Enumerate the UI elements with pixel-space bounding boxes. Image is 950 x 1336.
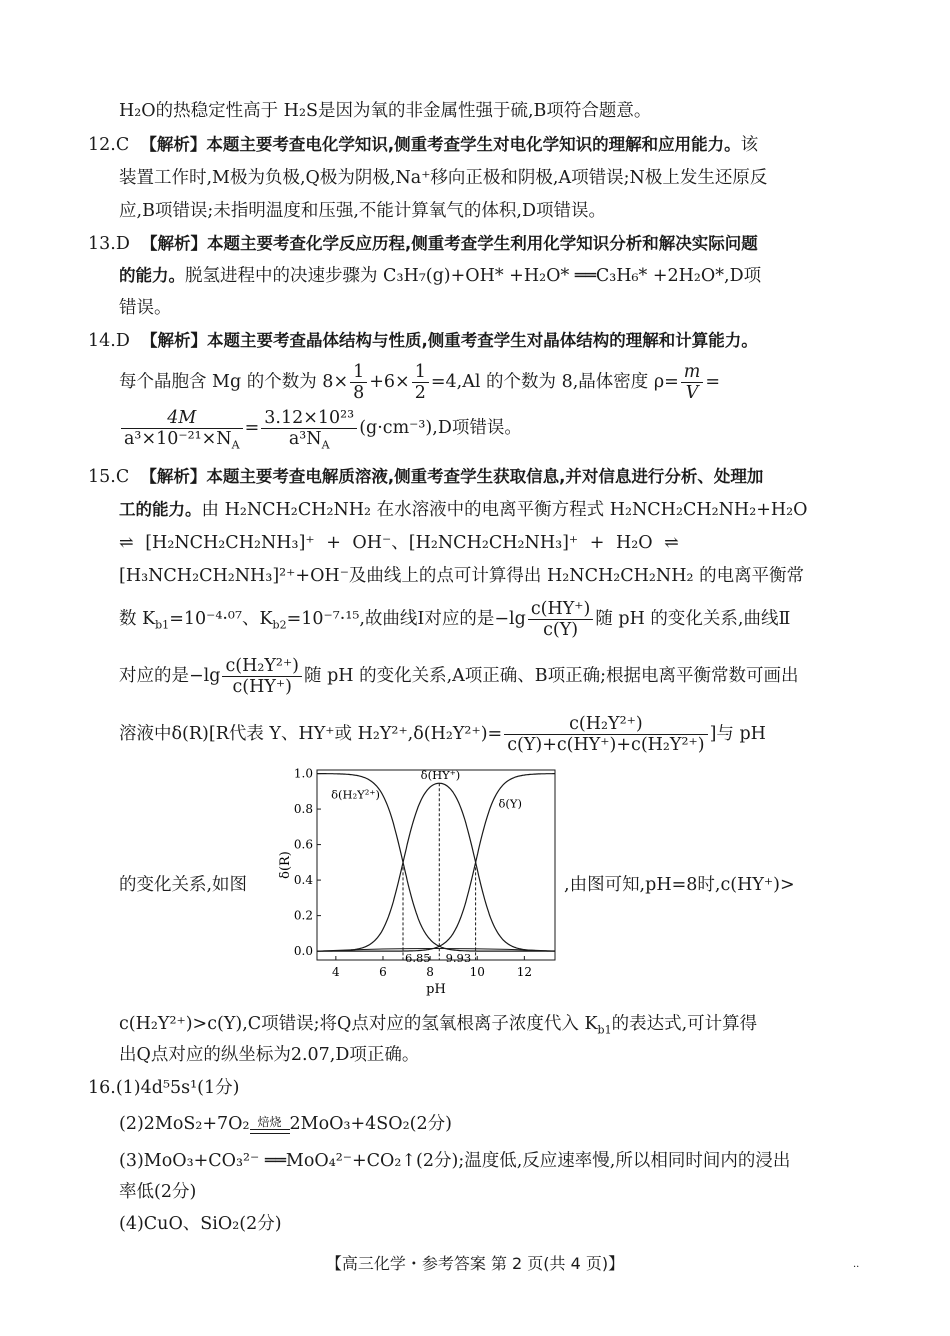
fraction: $\frac{\text{3.12×10²³}}{a^3N_A}$	[261, 408, 357, 449]
fraction: $\frac{1}{8}$	[350, 362, 367, 403]
text-line: (4)CuO、SiO₂(2分)	[119, 1214, 282, 1234]
text-line: ,由图可知,pH=8时,c(HY⁺)>	[564, 875, 795, 895]
analysis-tag: 【解析】	[140, 135, 207, 154]
analysis-tag: 【解析】	[141, 331, 208, 350]
text-line: c(H₂Y²⁺)>c(Y),C项错误;将Q点对应的氢氧根离子浓度代入 $K_{b1}$的表达式,可计算得	[119, 1014, 758, 1037]
text-line: 溶液中δ(R)[R代表 Y、HY⁺或 H₂Y²⁺,δ(H₂Y²⁺)= $\frac{\text{c(H₂Y²⁺)}}{\text{c(Y)+c(HY⁺)+c(H₂Y²⁺)}}$ ]与 pH	[119, 714, 766, 755]
annotation-label: 6.85	[405, 951, 431, 966]
text-line: 的能力。脱氢进程中的决速步骤为 C₃H₇(g)+OH* +H₂O* ══C₃H₆* +2H₂O*,D项	[119, 266, 762, 286]
annotation-label: 9.93	[445, 951, 472, 966]
text-line: [H₃NCH₂CH₂NH₃]²⁺+OH⁻及曲线上的点可计算得出 H₂NCH₂CH₂NH₂ 的电离平衡常	[119, 566, 805, 586]
x-tick-label: 12	[516, 965, 533, 979]
answer-label: 15.C	[88, 467, 130, 487]
fraction: $\frac{\text{c(H₂Y²⁺)}}{\text{c(Y)+c(HY⁺)+c(H₂Y²⁺)}}$	[504, 714, 707, 755]
text-line: H₂O的热稳定性高于 H₂S是因为氧的非金属性强于硫,B项符合题意。	[119, 101, 652, 121]
distribution-chart	[278, 765, 563, 1005]
series-label: δ(HY⁺)	[420, 767, 461, 782]
fraction: $\frac{m}{V}$	[681, 362, 704, 403]
answer-label: 13.D	[88, 234, 130, 254]
page-footer: 【高三化学・参考答案 第 2 页(共 4 页)】	[325, 1254, 625, 1273]
fraction: $\frac{\text{c(H₂Y²⁺)}}{c(HY^+)}$	[222, 656, 302, 697]
x-tick-label: 6	[379, 965, 387, 979]
x-tick-label: 10	[469, 965, 485, 979]
text-line: 应,B项错误;未指明温度和压强,不能计算氧气的体积,D项错误。	[119, 201, 606, 221]
analysis-tag: 【解析】	[140, 467, 207, 486]
text-line: 每个晶胞含 Mg 的个数为 8× $\frac{1}{8}$ +6× $\frac{1}{2}$ =4,Al 的个数为 8,晶体密度 ρ= $\frac{m}{V}$ =	[119, 362, 721, 403]
y-tick-label: 0.6	[293, 837, 313, 852]
fraction: $\frac{c(HY^+)}{c(Y)}$	[528, 599, 594, 640]
question-12: 12.C 【解析】本题主要考查电化学知识,侧重考查学生对电化学知识的理解和应用能力。该	[88, 135, 759, 155]
x-tick-label: 4	[332, 965, 340, 979]
answer-label: 16.	[88, 1078, 116, 1098]
reaction-condition: 焙烧	[250, 1115, 290, 1134]
text-line: 出Q点对应的纵坐标为2.07,D项正确。	[119, 1045, 420, 1065]
text-line: ⇌ [H₂NCH₂CH₂NH₃]⁺ + OH⁻、[H₂NCH₂CH₂NH₃]⁺ + H₂O ⇌	[119, 533, 679, 553]
text-line: 工的能力。由 H₂NCH₂CH₂NH₂ 在水溶液中的电离平衡方程式 H₂NCH₂CH₂NH₂+H₂O	[119, 500, 808, 520]
analysis-tag: 【解析】	[141, 234, 208, 253]
text-line: 数 $K_{b1}=10^{-4}\cdot^{07}$、$K_{b2}=10^{-7}\cdot^{15}$,故曲线Ⅰ对应的是−lg $\frac{c(HY^+)}{c(Y)}$ 随 pH 的变化关系,曲线Ⅱ	[119, 599, 791, 640]
answer-label: 14.D	[88, 331, 130, 351]
question-13: 13.D 【解析】本题主要考查化学反应历程,侧重考查学生利用化学知识分析和解决实际问题	[88, 234, 758, 254]
corner-mark: ··	[853, 1262, 860, 1273]
text-line: 率低(2分)	[119, 1182, 197, 1202]
text-line: 错误。	[119, 298, 172, 318]
fraction: $\frac{4M}{a^3\times 10^{-21}\times N_A}$	[121, 408, 243, 449]
answer-label: 12.C	[88, 135, 130, 155]
text-line: (2)2MoS₂+7O₂ 焙烧 2MoO₃+4SO₂(2分)	[119, 1114, 452, 1134]
question-15: 15.C 【解析】本题主要考查电解质溶液,侧重考查学生获取信息,并对信息进行分析、处理加	[88, 467, 764, 487]
y-tick-label: 0.8	[293, 802, 313, 817]
fraction: $\frac{1}{2}$	[412, 362, 429, 403]
x-axis-label: pH	[426, 982, 446, 997]
x-tick-label: 8	[426, 965, 434, 979]
question-16: 16.(1)4d⁵5s¹(1分)	[88, 1078, 240, 1098]
text-line: $\frac{4M}{a^3\times 10^{-21}\times N_A}$ = $\frac{\text{3.12×10²³}}{a^3N_A}$ (g·cm⁻³),D项错误。	[119, 408, 522, 449]
y-tick-label: 0.2	[293, 908, 313, 923]
y-tick-label: 0.4	[293, 873, 313, 888]
question-14: 14.D 【解析】本题主要考查晶体结构与性质,侧重考查学生对晶体结构的理解和计算能力。	[88, 331, 758, 351]
text-line: 的变化关系,如图	[119, 875, 248, 895]
y-axis-label: δ(R)	[278, 851, 293, 879]
text-line: 对应的是−lg $\frac{\text{c(H₂Y²⁺)}}{c(HY^+)}$ 随 pH 的变化关系,A项正确、B项正确;根据电离平衡常数可画出	[119, 656, 799, 697]
series-label: δ(H₂Y²⁺)	[331, 787, 380, 802]
series-label: δ(Y)	[498, 796, 522, 811]
y-tick-label: 1.0	[293, 766, 313, 781]
text-line: 装置工作时,M极为负极,Q极为阴极,Na⁺移向正极和阴极,A项错误;N极上发生还原反	[119, 168, 768, 188]
text-line: (3)MoO₃+CO₃²⁻ ══MoO₄²⁻+CO₂↑(2分);温度低,反应速率慢,所以相同时间内的浸出	[119, 1151, 791, 1171]
y-tick-label: 0.0	[293, 944, 313, 959]
